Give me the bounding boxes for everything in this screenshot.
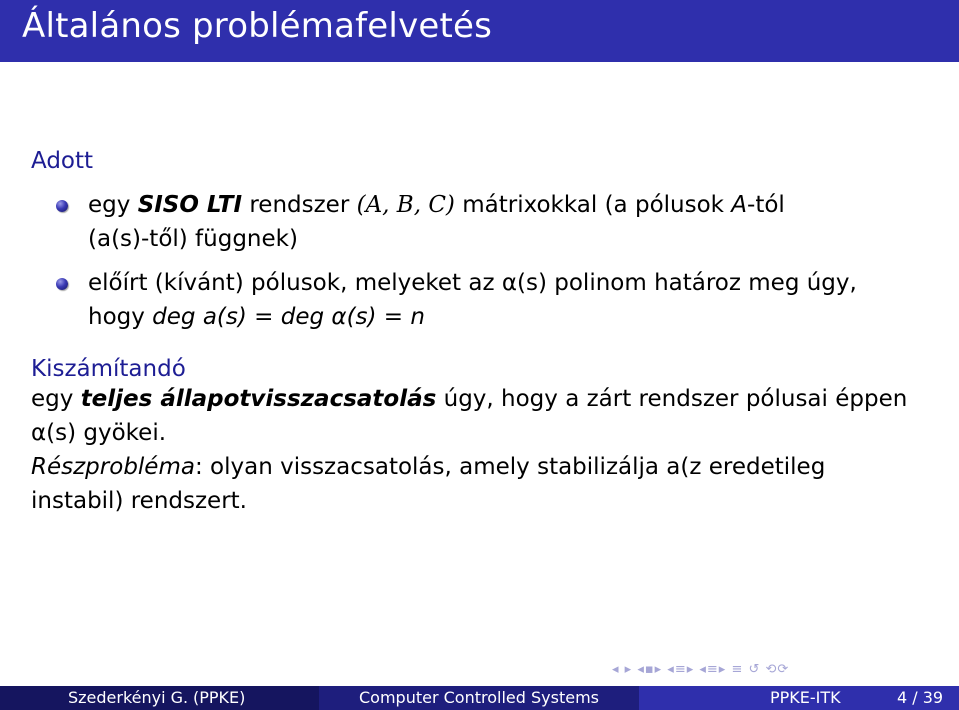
item-text-line1: előírt (kívánt) pólusok, melyeket az α(s) polinom határoz meg úgy, bbox=[88, 270, 857, 296]
siso-lti-emphasis: SISO LTI bbox=[137, 192, 243, 218]
state-feedback-emphasis: teljes állapotvisszacsatolás bbox=[80, 386, 437, 412]
footer-organization: PPKE-ITK bbox=[770, 688, 841, 707]
list-item bbox=[31, 188, 941, 256]
subproblem-label: Részprobléma bbox=[31, 454, 195, 480]
footer bbox=[0, 686, 959, 710]
slide-title-bar bbox=[0, 0, 959, 62]
block-title-given: Adott bbox=[31, 148, 94, 174]
block-given bbox=[31, 148, 941, 334]
beamer-navigation-icons[interactable]: ◂ ▸ ◂▪▸ ◂≡▸ ◂≡▸ ≡ ↺ ⟲⟳ bbox=[612, 662, 790, 677]
item-text-line2: (a(s)-től) függnek) bbox=[88, 226, 298, 252]
para-text-line2: α(s) gyökei. bbox=[31, 420, 167, 446]
footer-institution: (PPKE) bbox=[193, 688, 246, 707]
item-text: egy bbox=[88, 192, 138, 218]
para-text: úgy, hogy a zárt rendszer pólusai éppen bbox=[436, 386, 908, 412]
para-text: : olyan visszacsatolás, amely stabilizálja a(z eredetileg bbox=[194, 454, 826, 480]
footer-author: Szederkényi G. bbox=[68, 688, 189, 707]
degree-equation: deg a(s) = deg α(s) = n bbox=[152, 304, 425, 330]
footer-left bbox=[0, 686, 319, 710]
footer-course: Computer Controlled Systems bbox=[319, 686, 639, 710]
block-title-compute: Kiszámítandó bbox=[31, 356, 186, 382]
slide-title: Általános problémafelvetés bbox=[22, 6, 493, 46]
para-text-line2: instabil) rendszert. bbox=[31, 488, 247, 514]
block-to-compute bbox=[31, 356, 941, 518]
item-text: hogy bbox=[88, 304, 153, 330]
matrix-tuple: (A, B, C) bbox=[356, 192, 455, 218]
compute-paragraph bbox=[31, 382, 941, 518]
para-text: egy bbox=[31, 386, 81, 412]
given-list bbox=[31, 188, 941, 334]
item-text: mátrixokkal (a pólusok bbox=[454, 192, 732, 218]
bullet-icon bbox=[56, 200, 68, 212]
page-number: 4 / 39 bbox=[897, 688, 944, 707]
bullet-icon bbox=[56, 278, 68, 290]
slide-content bbox=[31, 148, 941, 518]
item-text: rendszer bbox=[242, 192, 357, 218]
list-item bbox=[31, 266, 941, 334]
matrix-a: A bbox=[731, 192, 748, 218]
item-text: -tól bbox=[747, 192, 785, 218]
footer-right bbox=[639, 686, 959, 710]
